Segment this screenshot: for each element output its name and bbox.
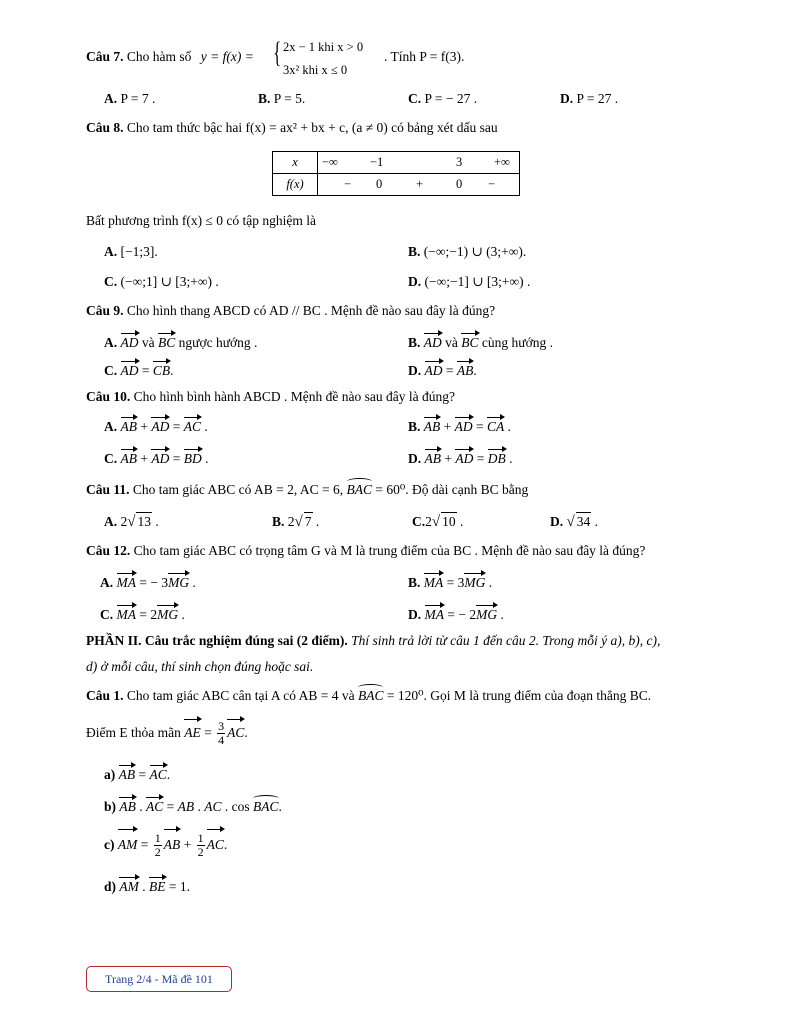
part2-header <box>86 632 660 650</box>
q7-d-text: P = 27 . <box>576 91 619 106</box>
q7-tail: . Tính P = f(3). <box>384 49 465 64</box>
part2-instr2: d) ở mỗi câu, thí sinh chọn đúng hoặc sai. <box>86 659 314 674</box>
q9-option-c: C. AD = CB. <box>104 360 174 380</box>
q8-d-text: (−∞;−1] ∪ [3;+∞) . <box>424 274 531 289</box>
q8-text: Cho tam thức bậc hai f(x) = ax² + bx + c, (a ≠ 0) có bảng xét dấu sau <box>126 120 498 135</box>
sign-table-x-values <box>318 152 520 174</box>
q9-label: Câu 9. <box>86 303 124 318</box>
q7-func: y = f(x) = <box>200 49 254 64</box>
q7-text: Cho hàm số <box>126 49 192 64</box>
p2q1-e-def: Điểm E thỏa mãn AE = $\frac{3}{4}$ AC. <box>86 719 248 748</box>
q7-option-b: B. P = 5. <box>258 91 306 106</box>
q8-c-text: (−∞;1] ∪ [3;+∞) . <box>120 274 219 289</box>
sign-table <box>272 151 520 196</box>
q9-a-text: ngược hướng . <box>178 335 258 350</box>
sign-table-f-row <box>273 174 520 196</box>
q8-label: Câu 8. <box>86 120 124 135</box>
q7-option-c: C. P = − 27 . <box>408 91 478 106</box>
x-value-3: 3 <box>456 155 463 169</box>
q7-b-text: P = 5. <box>273 91 306 106</box>
sign-table-f-label: f(x) <box>273 174 318 196</box>
q9-stem <box>86 302 495 320</box>
q7-case2: 3x² khi x ≤ 0 <box>283 63 348 77</box>
q8-a-text: [−1;3]. <box>120 244 158 259</box>
q8-stem <box>86 119 498 137</box>
q8-option-d: D. (−∞;−1] ∪ [3;+∞) . <box>408 274 531 289</box>
q11-c-text: 10 <box>442 514 456 529</box>
sign-4: 0 <box>456 177 463 191</box>
q10-stem <box>86 388 455 406</box>
q11-option-b: B. 2√ 7 . <box>272 514 320 530</box>
q11-text2: = 60⁰. Độ dài cạnh BC bằng <box>375 482 529 497</box>
x-value-pos-inf: +∞ <box>494 155 510 169</box>
q8-question: Bất phương trình f(x) ≤ 0 có tập nghiệm là <box>86 213 316 228</box>
q11-option-d: D. √ 34 . <box>550 514 598 530</box>
q11-option-c: C.2√ 10 . <box>412 514 464 530</box>
q8-option-a: A. [−1;3]. <box>104 244 158 259</box>
q12-stem <box>86 542 645 560</box>
p2q1-item-d: d) AM . BE = 1. <box>104 876 190 896</box>
p2q1-item-a: a) AB = AC. <box>104 764 170 784</box>
p2q1-label: Câu 1. <box>86 688 124 703</box>
q7-brace: { <box>273 36 282 69</box>
p2q1-text3: Điểm E thỏa mãn <box>86 725 181 740</box>
q11-d-text: 34 <box>576 514 591 529</box>
q7-a-text: P = 7 . <box>120 91 156 106</box>
q7-option-a: A. P = 7 . <box>104 91 156 106</box>
q8-option-c: C. (−∞;1] ∪ [3;+∞) . <box>104 274 219 289</box>
sign-table-signs <box>318 174 520 196</box>
q11-label: Câu 11. <box>86 482 130 497</box>
q7-c-text: P = − 27 . <box>424 91 478 106</box>
q9-b-text: cùng hướng . <box>481 335 553 350</box>
sign-1: − <box>344 177 352 191</box>
q7-case1: 2x − 1 khi x > 0 <box>283 40 364 54</box>
q10-text: Cho hình bình hành ABCD . Mệnh đề nào sau đây là đúng? <box>133 389 455 404</box>
q9-option-b: B. AD và BC cùng hướng . <box>408 332 553 352</box>
q9-option-d: D. AD = AB. <box>408 360 477 380</box>
q7-stem <box>86 48 254 66</box>
p2q1-text2: = 120⁰. Gọi M là trung điểm của đoạn thẳng BC. <box>386 688 652 703</box>
p2q1-text1: Cho tam giác ABC cân tại A có AB = 4 và <box>126 688 355 703</box>
q10-option-b: B. AB + AD = CA . <box>408 416 511 436</box>
sign-table-x-label: x <box>273 152 318 174</box>
q10-option-a: A. AB + AD = AC . <box>104 416 208 436</box>
sign-3: + <box>416 177 424 191</box>
q11-text1: Cho tam giác ABC có AB = 2, AC = 6, <box>132 482 344 497</box>
q11-stem: Câu 11. Cho tam giác ABC có AB = 2, AC = 6, BAC = 60⁰. Độ dài cạnh BC bằng <box>86 482 529 497</box>
part2-title: PHẦN II. Câu trắc nghiệm đúng sai (2 điểm). <box>86 633 348 648</box>
q8-b-text: (−∞;−1) ∪ (3;+∞). <box>423 244 527 259</box>
p2q1-stem: Câu 1. Cho tam giác ABC cân tại A có AB = 4 và BAC = 120⁰. Gọi M là trung điểm của đoạn thẳng BC. <box>86 688 652 703</box>
sign-2: 0 <box>376 177 383 191</box>
x-value-neg1: −1 <box>370 155 384 169</box>
q11-option-a: A. 2√ 13 . <box>104 514 159 530</box>
q11-a-text: 13 <box>137 514 151 529</box>
part2-instr1: Thí sinh trả lời từ câu 1 đến câu 2. Trong mỗi ý a), b), c), <box>347 633 661 648</box>
q12-option-d: D. MA = − 2MG . <box>408 604 504 624</box>
sign-table-x-row <box>273 152 520 174</box>
q12-text: Cho tam giác ABC có trọng tâm G và M là trung điểm của BC . Mệnh đề nào sau đây là đúng? <box>133 543 646 558</box>
q10-option-d: D. AB + AD = DB . <box>408 448 513 468</box>
sign-5: − <box>488 177 496 191</box>
q12-option-a: A. MA = − 3MG . <box>100 572 196 592</box>
page-footer: Trang 2/4 - Mã đề 101 <box>86 966 232 992</box>
q12-option-b: B. MA = 3MG . <box>408 572 492 592</box>
q12-label: Câu 12. <box>86 543 131 558</box>
q10-option-c: C. AB + AD = BD . <box>104 448 209 468</box>
q8-option-b: B. (−∞;−1) ∪ (3;+∞). <box>408 244 527 259</box>
p2q1-item-b: b) AB . AC = AB . AC . cos BAC. <box>104 796 282 816</box>
q10-label: Câu 10. <box>86 389 131 404</box>
q9-text: Cho hình thang ABCD có AD // BC . Mệnh đề nào sau đây là đúng? <box>126 303 496 318</box>
q7-label: Câu 7. <box>86 49 124 64</box>
x-value-neg-inf: −∞ <box>322 155 338 169</box>
q7-option-d: D. P = 27 . <box>560 91 619 106</box>
q12-option-c: C. MA = 2MG . <box>100 604 185 624</box>
p2q1-item-c: c) AM = $\frac{1}{2}$ AB + $\frac{1}{2}$ AC. <box>104 828 227 860</box>
q9-option-a: A. AD và BC ngược hướng . <box>104 332 257 352</box>
q11-b-text: 7 <box>304 514 312 529</box>
